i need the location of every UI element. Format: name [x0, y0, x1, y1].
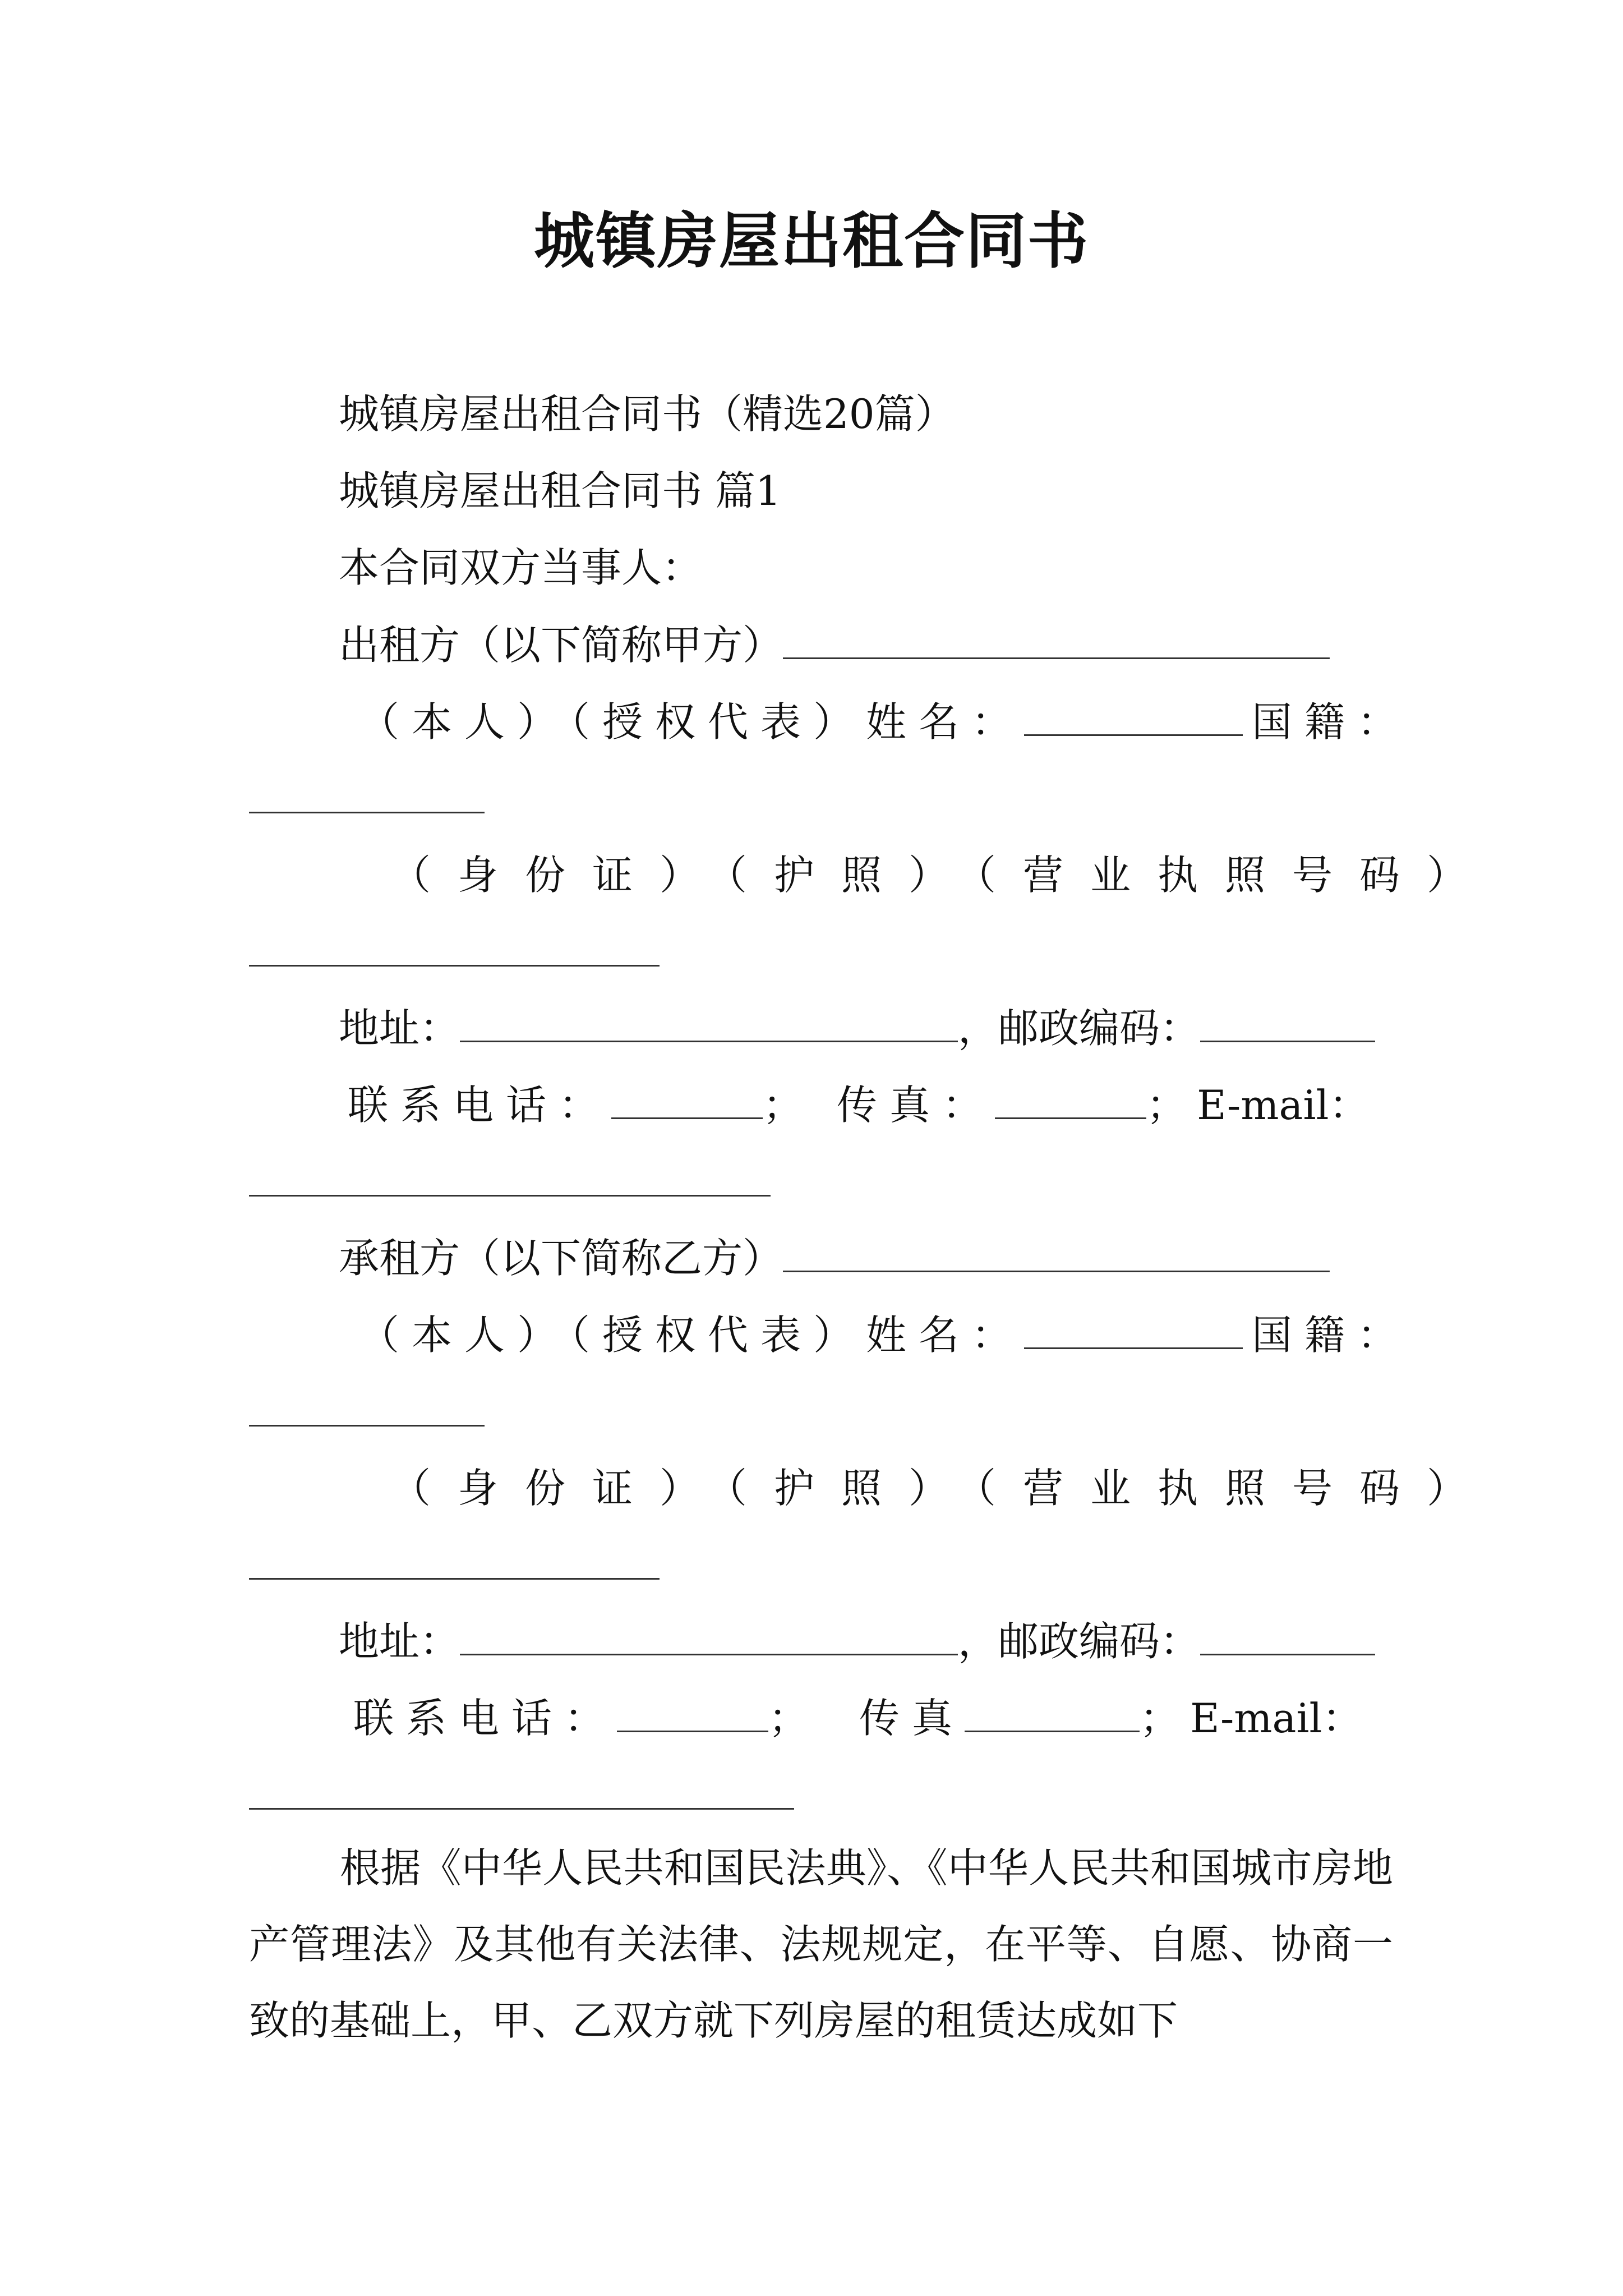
party-a-address-label: 地址： — [339, 1005, 460, 1052]
party-b-phone-label: 联系电话： — [353, 1695, 617, 1742]
party-b-name-blank — [1024, 1308, 1243, 1349]
party-a-id-line: （身份证）（护照）（营业执照号码） — [390, 852, 1495, 899]
party-b-id-line: （身份证）（护照）（营业执照号码） — [390, 1465, 1495, 1512]
party-a-fax-label: 传真： — [837, 1082, 995, 1129]
party-a-phone-label: 联系电话： — [348, 1082, 612, 1129]
party-a-sep1: ； — [763, 1082, 804, 1129]
party-b-phone-blank — [617, 1691, 768, 1732]
collection-heading: 城镇房屋出租合同书（精选20篇） — [339, 390, 956, 438]
party-a-email-blank — [249, 1195, 771, 1197]
party-a-id-blank — [249, 965, 660, 967]
parties-heading: 本合同双方当事人： — [339, 544, 703, 591]
party-a-label: 出租方（以下简称甲方） — [339, 622, 783, 669]
party-b-name-line — [359, 1307, 1410, 1363]
party-b-label-line — [339, 1230, 1330, 1286]
party-b-email-label: E-mail： — [1190, 1695, 1363, 1742]
party-a-name-line — [359, 694, 1410, 750]
party-a-phone-blank — [611, 1078, 763, 1119]
piece-heading: 城镇房屋出租合同书 篇1 — [339, 467, 781, 514]
party-b-nationality-blank — [249, 1425, 485, 1427]
party-b-fax-blank — [965, 1691, 1140, 1732]
party-a-postcode-blank — [1200, 1001, 1375, 1042]
party-b-address-blank — [460, 1614, 958, 1655]
party-a-nationality-label: 国籍： — [1252, 698, 1410, 746]
body-paragraph: 根据《中华人民共和国民法典》、《中华人民共和国城市房地产管理法》及其他有关法律、法规规定，在平等、自愿、协商一致的基础上，甲、乙双方就下列房屋的租赁达成如下 — [249, 1844, 1393, 2044]
party-a-address-line — [339, 1000, 1375, 1056]
party-b-email-blank — [249, 1808, 794, 1810]
party-b-sep2: ； — [1140, 1695, 1181, 1742]
party-b-postcode-label: ，邮政编码： — [958, 1618, 1201, 1665]
party-a-email-label: E-mail： — [1197, 1082, 1370, 1129]
party-b-contact-line — [353, 1690, 1363, 1746]
party-b-label: 承租方（以下简称乙方） — [339, 1235, 783, 1282]
party-b-blank — [783, 1231, 1330, 1272]
party-a-label-line — [339, 617, 1330, 673]
party-a-fax-blank — [995, 1078, 1146, 1119]
party-a-contact-line — [348, 1077, 1370, 1133]
party-b-address-label: 地址： — [339, 1618, 460, 1665]
party-b-address-line — [339, 1613, 1375, 1669]
party-a-sep2: ； — [1146, 1082, 1187, 1129]
party-a-postcode-label: ，邮政编码： — [958, 1005, 1201, 1052]
party-b-fax-label: 传真 — [859, 1695, 965, 1742]
party-a-address-blank — [460, 1001, 958, 1042]
party-a-blank — [783, 618, 1330, 659]
party-b-postcode-blank — [1200, 1614, 1375, 1655]
party-b-sep1: ； — [768, 1695, 809, 1742]
party-b-nationality-label: 国籍： — [1252, 1312, 1410, 1359]
party-b-id-blank — [249, 1578, 660, 1580]
party-a-name-blank — [1024, 695, 1243, 736]
document-title: 城镇房屋出租合同书 — [533, 206, 1089, 277]
party-b-name-label: （本人）（授权代表）姓名： — [359, 1312, 1025, 1359]
party-a-nationality-blank — [249, 812, 485, 813]
party-a-name-label: （本人）（授权代表）姓名： — [359, 698, 1025, 746]
